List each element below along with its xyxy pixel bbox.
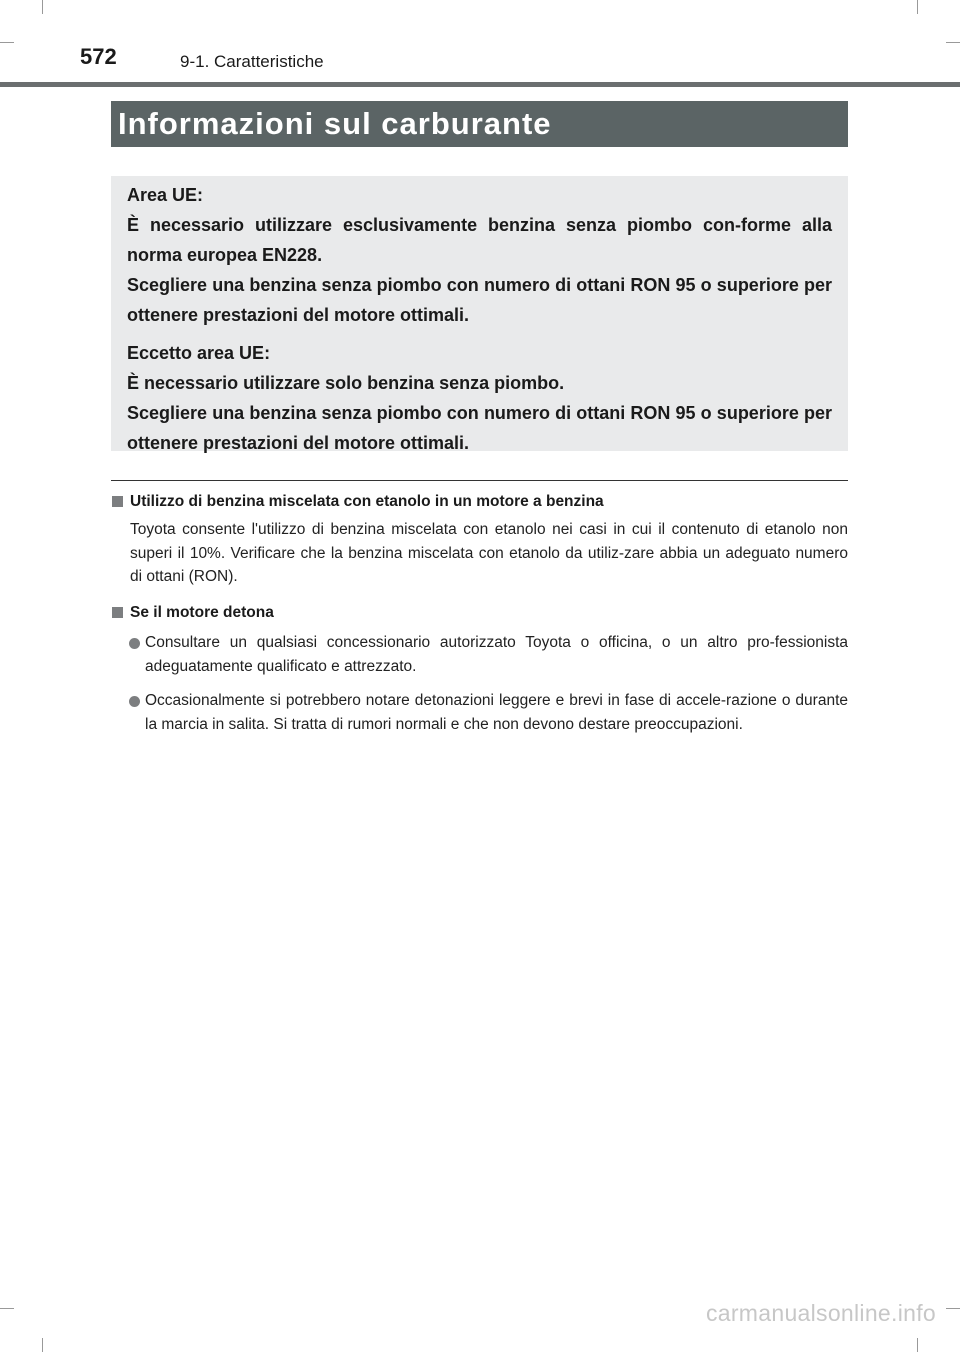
crop-mark — [0, 1308, 14, 1309]
eu-area-label: Area UE: — [127, 185, 204, 205]
eu-requirement-text: È necessario utilizzare esclusivamente benzina senza piombo con-forme alla norma europea EN228. — [127, 215, 832, 265]
section-divider — [111, 480, 848, 481]
crop-mark — [946, 42, 960, 43]
section-title: Informazioni sul carburante — [118, 106, 552, 141]
fuel-info-box — [111, 176, 848, 451]
ethanol-heading-text: Utilizzo di benzina miscelata con etanolo in un motore a benzina — [130, 493, 604, 510]
square-bullet-icon — [112, 607, 123, 618]
non-eu-area-label: Eccetto area UE: — [127, 343, 271, 363]
eu-octane-text: Scegliere una benzina senza piombo con numero di ottani RON 95 o superiore per ottenere prestazioni del motore ottimali. — [127, 275, 832, 325]
knocking-heading-text: Se il motore detona — [130, 603, 274, 621]
knocking-heading — [111, 602, 848, 624]
ethanol-heading — [111, 491, 848, 513]
non-eu-requirement-text: È necessario utilizzare solo benzina senza piombo. — [127, 373, 565, 393]
notes-content — [111, 491, 848, 737]
list-item — [111, 631, 848, 679]
crop-mark — [42, 1338, 43, 1352]
crop-mark — [917, 1338, 918, 1352]
header-divider — [0, 82, 960, 87]
circle-bullet-icon — [129, 696, 140, 707]
list-item — [111, 689, 848, 737]
watermark: carmanualsonline.info — [705, 1300, 936, 1326]
square-bullet-icon — [112, 496, 123, 507]
list-item-text: Consultare un qualsiasi concessionario autorizzato Toyota o officina, o un altro pro-fessionista adeguatamente qualificato e attrezzato. — [145, 633, 848, 675]
page-number: 572 — [80, 44, 117, 69]
crop-mark — [917, 0, 918, 14]
crop-mark — [946, 1308, 960, 1309]
list-item-text: Occasionalmente si potrebbero notare detonazioni leggere e brevi in fase di accele-razione o durante la marcia in salita. Si tratta di rumori normali e che non devono destare preoccupazioni. — [145, 691, 848, 733]
section-title-bar — [111, 101, 848, 147]
non-eu-octane-text: Scegliere una benzina senza piombo con numero di ottani RON 95 o superiore per ottenere prestazioni del motore ottimali. — [127, 403, 832, 453]
chapter-title: 9-1. Caratteristiche — [180, 52, 324, 71]
circle-bullet-icon — [129, 638, 140, 649]
ethanol-text: Toyota consente l'utilizzo di benzina miscelata con etanolo nei casi in cui il contenuto di etanolo non superi il 10%. Verificare che la benzina miscelata con etanolo da utiliz-zare abbia un adeguato numero di ottani (RON). — [130, 521, 848, 585]
crop-mark — [42, 0, 43, 14]
crop-mark — [0, 42, 14, 43]
